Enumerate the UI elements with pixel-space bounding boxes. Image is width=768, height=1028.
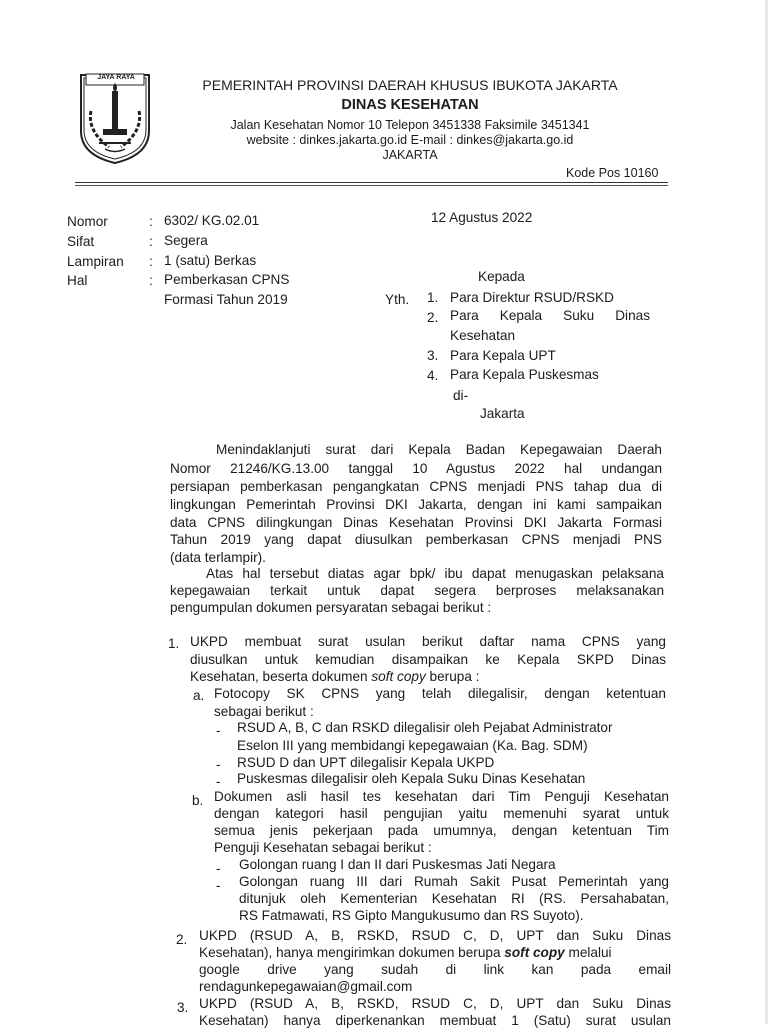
item-2-line: google drive yang sudah di link kan pada email <box>199 962 671 977</box>
item-2-email: rendagunkepegawaian@gmail.com <box>199 979 413 994</box>
paragraph-1-line: (data terlampir). <box>170 550 266 565</box>
header-rule-thin <box>75 185 668 186</box>
meta-label-lampiran: Lampiran <box>67 254 124 269</box>
sub-a-bullet: RSUD A, B, C dan RSKD dilegalisir oleh Pejabat Administrator <box>237 720 613 735</box>
paragraph-1-line: Tahun 2019 yang dapat diusulkan pemberkasan CPNS menjadi PNS <box>170 532 662 547</box>
sub-b-line: Penguji Kesehatan sebagai berikut : <box>214 840 432 855</box>
letterhead-address: Jalan Kesehatan Nomor 10 Telepon 3451338 Faksimile 3451341 <box>230 118 590 132</box>
logo-text: JAYA RAYA <box>97 74 135 81</box>
meta-label-hal: Hal <box>67 273 88 288</box>
paragraph-1-line: data CPNS dilingkungan Dinas Kesehatan Provinsi DKI Jakarta Formasi <box>170 515 662 530</box>
recipient-line: Para Direktur RSUD/RSKD <box>450 290 614 305</box>
recipient-line: Para Kepala Suku Dinas <box>450 308 650 323</box>
paragraph-1-line: persiapan pemberkasan pengangkatan CPNS menjadi PNS tahap dua di <box>170 479 662 494</box>
bullet-dash: - <box>216 723 221 738</box>
meta-value-hal: Pemberkasan CPNS <box>164 272 290 287</box>
recipient-city: Jakarta <box>480 406 525 421</box>
item-1-number: 1. <box>168 636 180 651</box>
letterhead-postal: Kode Pos 10160 <box>566 166 659 180</box>
meta-colon: : <box>149 273 153 288</box>
recipient-line: Kesehatan <box>450 328 516 343</box>
letterhead-city: JAKARTA <box>382 148 438 162</box>
letterhead-gov: PEMERINTAH PROVINSI DAERAH KHUSUS IBUKOTA JAKARTA <box>202 77 618 93</box>
recipient-kepada: Kepada <box>478 269 525 284</box>
letterhead-web: website : dinkes.jakarta.go.id E-mail : dinkes@jakarta.go.id <box>246 133 574 147</box>
recipient-num: 2. <box>427 310 439 325</box>
letterhead-dept: DINAS KESEHATAN <box>341 97 479 113</box>
meta-label-nomor: Nomor <box>67 214 108 229</box>
sub-a-bullet: Puskesmas dilegalisir oleh Kepala Suku Dinas Kesehatan <box>237 771 586 786</box>
sub-b-letter: b. <box>192 793 204 808</box>
header-rule <box>75 182 668 183</box>
item-1-line: UKPD membuat surat usulan berikut daftar nama CPNS yang <box>190 634 666 649</box>
recipient-line: Para Kepala UPT <box>450 348 556 363</box>
sub-b-bullet: Golongan ruang III dari Rumah Sakit Pusat Pemerintah yang <box>239 874 669 889</box>
paragraph-1-line: Nomor 21246/KG.13.00 tanggal 10 Agustus 2022 hal undangan <box>170 461 662 476</box>
sub-a-bullet: RSUD D dan UPT dilegalisir Kepala UKPD <box>237 755 495 770</box>
meta-value-hal-2: Formasi Tahun 2019 <box>164 292 288 307</box>
bullet-dash: - <box>216 878 221 893</box>
sub-b-line: dengan kategori hasil pengujian yaitu memenuhi syarat untuk <box>214 806 669 821</box>
sub-a-letter: a. <box>193 688 205 703</box>
meta-colon: : <box>149 234 153 249</box>
sub-a-line: Fotocopy SK CPNS yang telah dilegalisir, dengan ketentuan <box>214 686 666 701</box>
item-2-line: Kesehatan), hanya mengirimkan dokumen berupa soft copy melalui <box>199 945 612 960</box>
recipient-num: 3. <box>427 348 439 363</box>
sub-b-bullet: RS Fatmawati, RS Gipto Mangukusumo dan RS Suyoto). <box>239 908 584 923</box>
meta-label-sifat: Sifat <box>67 234 95 249</box>
paragraph-2-line: kepegawaian terkait untuk dapat segera berproses melaksanakan <box>170 583 664 598</box>
item-3-line: UKPD (RSUD A, B, RSKD, RSUD C, D, UPT dan Suku Dinas <box>199 996 671 1011</box>
item-3-number: 3. <box>177 1000 189 1015</box>
sub-b-line: semua jenis pekerjaan pada umumnya, dengan ketentuan Tim <box>214 823 669 838</box>
sub-b-bullet: ditunjuk oleh Kementerian Kesehatan RI (RS. Persahabatan, <box>239 891 669 906</box>
recipient-line: Para Kepala Puskesmas <box>450 367 599 382</box>
sub-b-bullet: Golongan ruang I dan II dari Puskesmas Jati Negara <box>239 857 556 872</box>
meta-value-nomor: 6302/ KG.02.01 <box>164 213 260 228</box>
jaya-raya-emblem-icon <box>77 71 153 165</box>
item-2-line: UKPD (RSUD A, B, RSKD, RSUD C, D, UPT dan Suku Dinas <box>199 928 671 943</box>
bullet-dash: - <box>216 861 221 876</box>
letter-date: 12 Agustus 2022 <box>431 210 533 225</box>
item-1-line: diusulkan untuk kemudian disampaikan ke Kepala SKPD Dinas <box>190 652 666 667</box>
item-2-number: 2. <box>176 932 188 947</box>
recipient-yth: Yth. <box>385 292 410 307</box>
paragraph-2-line: pengumpulan dokumen persyaratan sebagai berikut : <box>170 600 492 615</box>
sub-b-line: Dokumen asli hasil tes kesehatan dari Tim Penguji Kesehatan <box>214 789 669 804</box>
bullet-dash: - <box>216 757 221 772</box>
paragraph-1-line: lingkungan Pemerintah Provinsi DKI Jakarta, dengan ini kami sampaikan <box>170 497 662 512</box>
recipient-num: 4. <box>427 368 439 383</box>
paragraph-1-line: Menindaklanjuti surat dari Kepala Badan Kepegawaian Daerah <box>216 442 662 457</box>
bullet-dash: - <box>216 774 221 789</box>
meta-value-lampiran: 1 (satu) Berkas <box>164 253 257 268</box>
paragraph-2-line: Atas hal tersebut diatas agar bpk/ ibu dapat menugaskan pelaksana <box>206 566 664 581</box>
item-3-line: Kesehatan) hanya diperkenankan membuat 1 (Satu) surat usulan <box>199 1013 671 1028</box>
sub-a-bullet: Eselon III yang membidangi kepegawaian (Ka. Bag. SDM) <box>237 738 588 753</box>
meta-colon: : <box>149 254 153 269</box>
meta-colon: : <box>149 214 153 229</box>
recipient-di: di- <box>453 388 469 403</box>
meta-value-sifat: Segera <box>164 233 208 248</box>
sub-a-line: sebagai berikut : <box>214 704 314 719</box>
item-1-line: Kesehatan, beserta dokumen soft copy berupa : <box>190 669 480 684</box>
recipient-num: 1. <box>427 290 439 305</box>
